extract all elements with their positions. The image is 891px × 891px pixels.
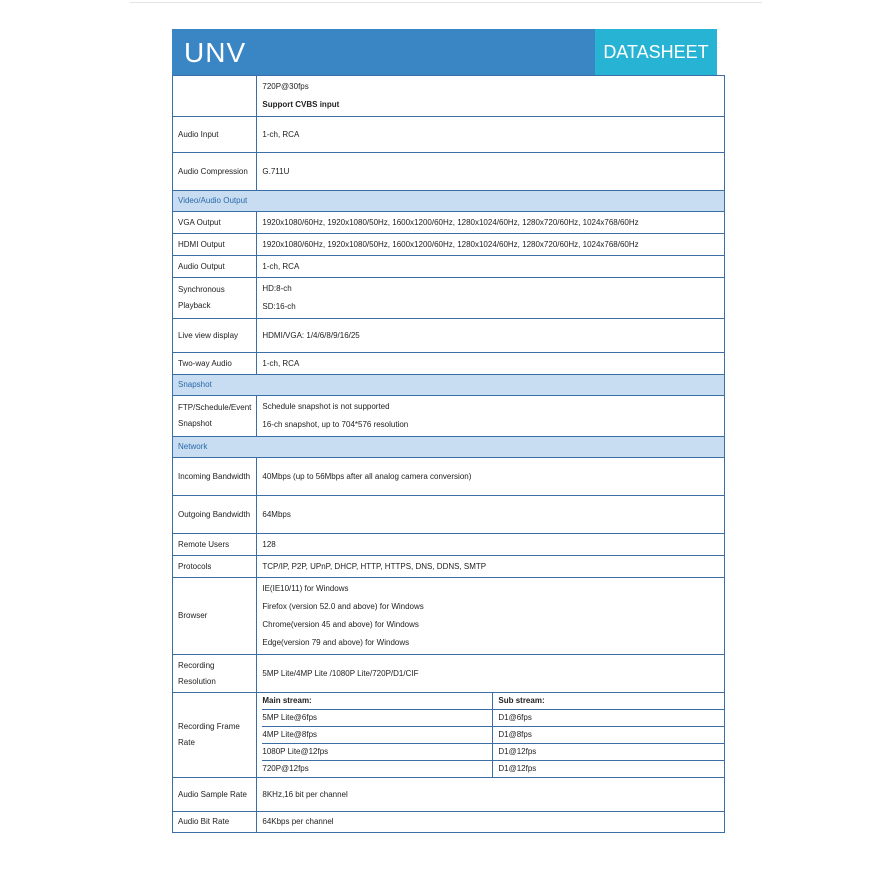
spec-line: Edge(version 79 and above) for Windows xyxy=(262,638,410,647)
spec-label: Browser xyxy=(173,578,257,655)
frame-rate-row xyxy=(262,710,724,727)
value-cell xyxy=(257,396,725,437)
main-stream-value: 1080P Lite@12fps xyxy=(262,744,493,761)
spec-line: SD:16-ch xyxy=(262,302,296,311)
spec-label: Incoming Bandwidth xyxy=(173,458,257,496)
section-header-row xyxy=(173,191,725,212)
table-row xyxy=(173,353,725,375)
sub-stream-value: D1@12fps xyxy=(493,744,724,761)
table-row xyxy=(173,153,725,191)
spec-value: 40Mbps (up to 56Mbps after all analog camera conversion) xyxy=(257,458,725,496)
spec-value: 1-ch, RCA xyxy=(257,353,725,375)
spec-value: 5MP Lite/4MP Lite /1080P Lite/720P/D1/CIF xyxy=(257,655,725,693)
spec-label: Recording Frame Rate xyxy=(173,693,257,778)
spec-label: Recording Resolution xyxy=(173,655,257,693)
value-cell xyxy=(257,76,725,117)
spec-value: 64Mbps xyxy=(257,496,725,534)
spec-value: HDMI/VGA: 1/4/6/8/9/16/25 xyxy=(257,319,725,353)
main-stream-header: Main stream: xyxy=(262,693,493,710)
spec-line: 720P@30fps xyxy=(262,82,309,91)
spec-label: VGA Output xyxy=(173,212,257,234)
section-title: Snapshot xyxy=(173,375,725,396)
page-top-divider xyxy=(130,2,762,3)
spec-label: Protocols xyxy=(173,556,257,578)
main-stream-value: 720P@12fps xyxy=(262,761,493,778)
spec-value: 1-ch, RCA xyxy=(257,117,725,153)
table-row xyxy=(173,578,725,655)
empty-label-cell xyxy=(173,76,257,117)
spec-value: 1920x1080/60Hz, 1920x1080/50Hz, 1600x1200/60Hz, 1280x1024/60Hz, 1280x720/60Hz, 1024x768/60Hz xyxy=(257,212,725,234)
value-cell xyxy=(257,278,725,319)
table-row xyxy=(173,278,725,319)
table-row xyxy=(173,655,725,693)
sub-stream-value: D1@8fps xyxy=(493,727,724,744)
frame-rate-cell xyxy=(257,693,725,778)
unv-logo: UNV xyxy=(184,37,247,68)
spec-table xyxy=(172,75,725,833)
table-row xyxy=(173,458,725,496)
spec-label: Remote Users xyxy=(173,534,257,556)
table-row xyxy=(173,693,725,778)
sub-stream-value: D1@12fps xyxy=(498,764,537,773)
frame-rate-row xyxy=(262,727,724,744)
section-header-row xyxy=(173,375,725,396)
table-row xyxy=(173,778,725,812)
spec-line: Support CVBS input xyxy=(262,100,340,109)
spec-label: Audio Bit Rate xyxy=(173,812,257,833)
value-cell xyxy=(257,578,725,655)
table-row xyxy=(173,556,725,578)
sub-stream-header: Sub stream: xyxy=(493,693,724,710)
table-row xyxy=(173,534,725,556)
spec-line: Chrome(version 45 and above) for Windows xyxy=(262,620,419,629)
table-row xyxy=(173,319,725,353)
spec-value: 64Kbps per channel xyxy=(257,812,725,833)
spec-value: TCP/IP, P2P, UPnP, DHCP, HTTP, HTTPS, DNS, DDNS, SMTP xyxy=(257,556,725,578)
spec-label: HDMI Output xyxy=(173,234,257,256)
spec-value: 1920x1080/60Hz, 1920x1080/50Hz, 1600x1200/60Hz, 1280x1024/60Hz, 1280x720/60Hz, 1024x768/60Hz xyxy=(257,234,725,256)
main-stream-value: 4MP Lite@8fps xyxy=(262,727,493,744)
main-stream-value: 5MP Lite@6fps xyxy=(262,710,493,727)
table-row xyxy=(173,256,725,278)
spec-label: Live view display xyxy=(173,319,257,353)
table-row xyxy=(173,396,725,437)
spec-value: 128 xyxy=(257,534,725,556)
frame-rate-header-row xyxy=(262,693,724,710)
spec-label: FTP/Schedule/Event Snapshot xyxy=(173,396,257,437)
spec-label: Audio Sample Rate xyxy=(173,778,257,812)
spec-line: Schedule snapshot is not supported xyxy=(262,402,390,411)
table-row xyxy=(173,212,725,234)
table-row xyxy=(173,496,725,534)
frame-rate-row xyxy=(262,744,724,761)
spec-value: 8KHz,16 bit per channel xyxy=(257,778,725,812)
datasheet-badge: DATASHEET xyxy=(595,29,717,75)
spec-label: Two-way Audio xyxy=(173,353,257,375)
table-row xyxy=(173,234,725,256)
section-header-row xyxy=(173,437,725,458)
datasheet-header xyxy=(172,29,717,75)
spec-label: Audio Input xyxy=(173,117,257,153)
spec-label: Audio Compression xyxy=(173,153,257,191)
spec-value: 1-ch, RCA xyxy=(257,256,725,278)
spec-value: G.711U xyxy=(257,153,725,191)
spec-line: Firefox (version 52.0 and above) for Windows xyxy=(262,602,424,611)
spec-line: HD:8-ch xyxy=(262,284,292,293)
frame-rate-row xyxy=(262,761,724,778)
spec-line: IE(IE10/11) for Windows xyxy=(262,584,349,593)
spec-label: Outgoing Bandwidth xyxy=(173,496,257,534)
table-row xyxy=(173,812,725,833)
table-row xyxy=(173,117,725,153)
section-title: Video/Audio Output xyxy=(173,191,725,212)
spec-label: Audio Output xyxy=(173,256,257,278)
spec-label: Synchronous Playback xyxy=(173,278,257,319)
table-row xyxy=(173,76,725,117)
spec-line: 16-ch snapshot, up to 704*576 resolution xyxy=(262,420,409,429)
frame-rate-table xyxy=(262,693,724,777)
section-title: Network xyxy=(173,437,725,458)
sub-stream-value: D1@6fps xyxy=(493,710,724,727)
